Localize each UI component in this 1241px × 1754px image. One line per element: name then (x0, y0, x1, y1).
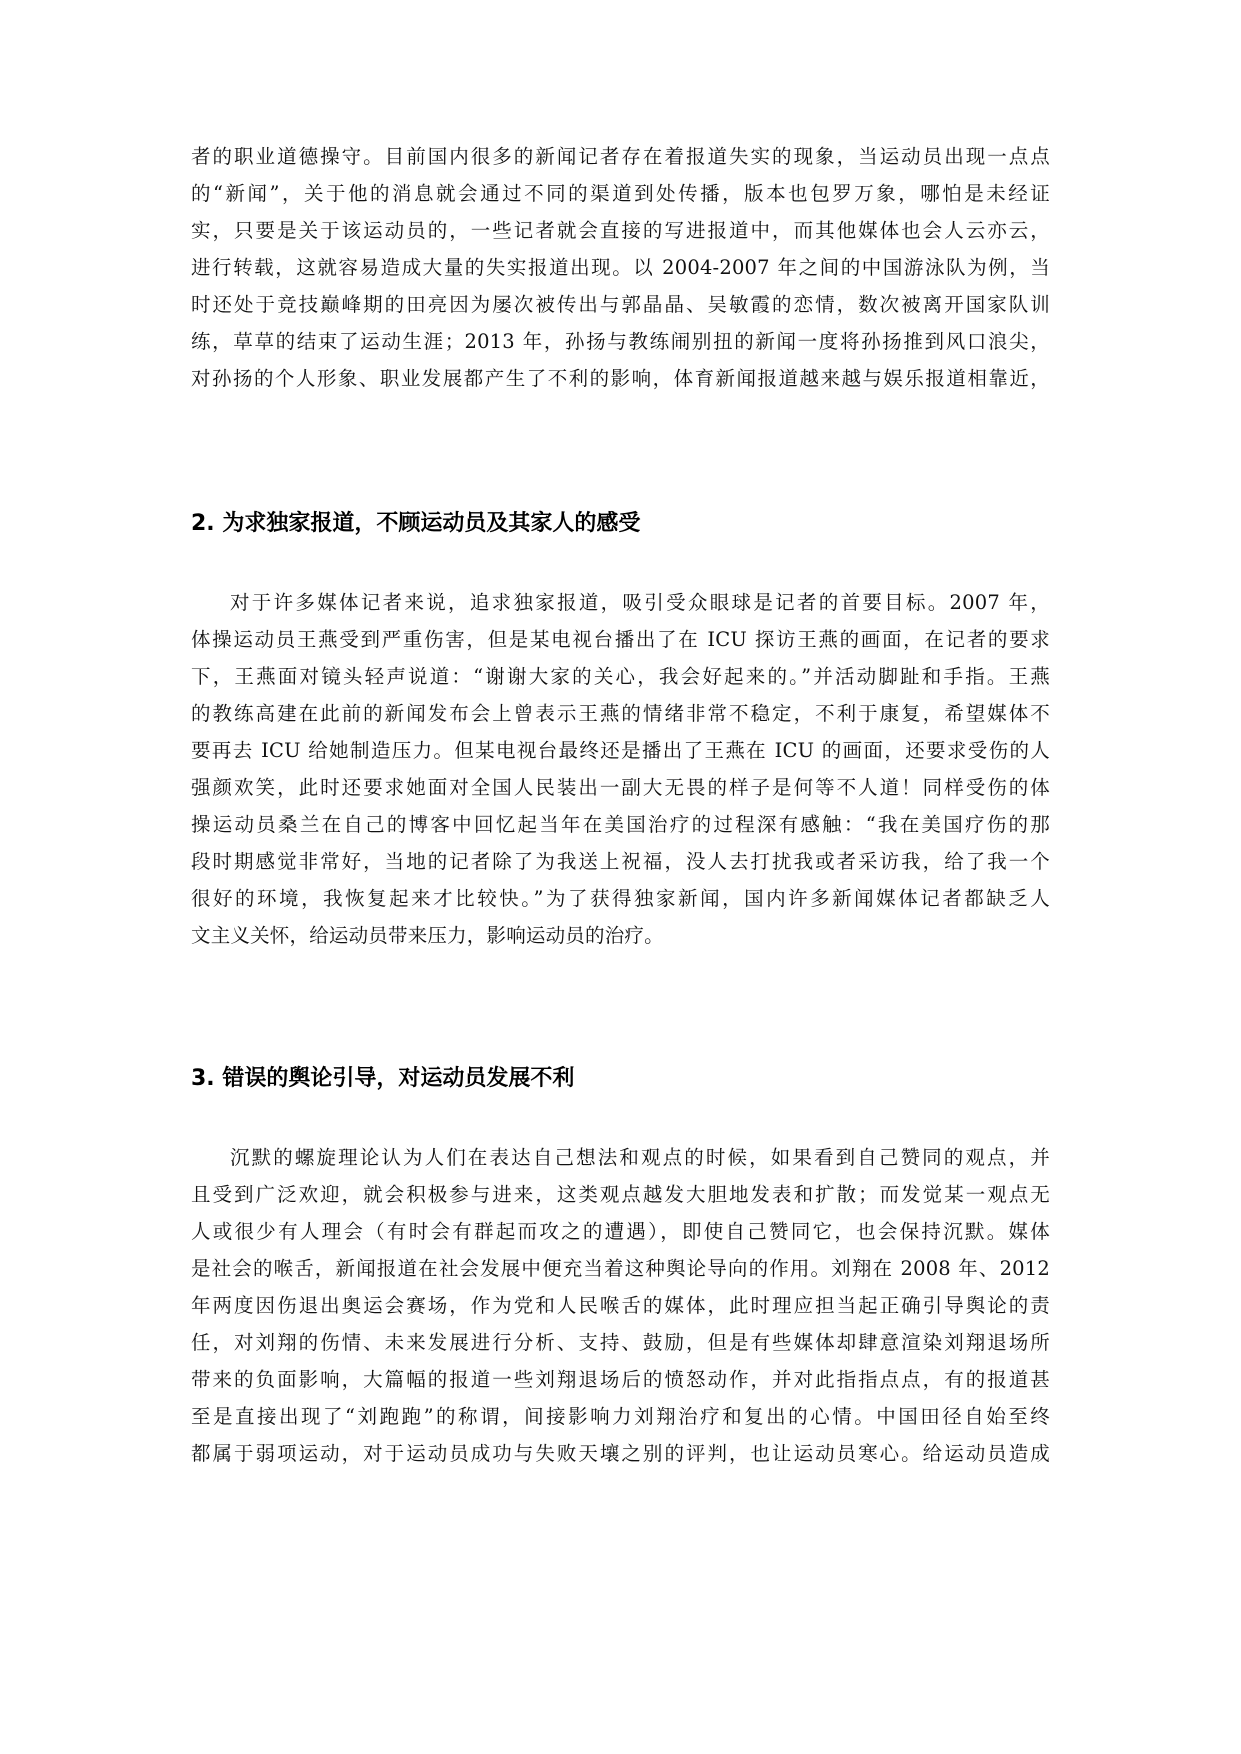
text-line: 文主义关怀，给运动员带来压力，影响运动员的治疗。 (191, 924, 664, 947)
text-line: 的“新闻”，关于他的消息就会通过不同的渠道到处传播，版本也包罗万象，哪怕是未经证 (191, 182, 1050, 205)
text-line: 很好的环境，我恢复起来才比较快。”为了获得独家新闻，国内许多新闻媒体记者都缺乏人 (191, 887, 1050, 910)
text-line: 至是直接出现了“刘跑跑”的称谓，间接影响力刘翔治疗和复出的心情。中国田径自始至终 (191, 1405, 1050, 1428)
text-line: 年两度因伤退出奥运会赛场，作为党和人民喉舌的媒体，此时理应担当起正确引导舆论的责 (191, 1294, 1050, 1317)
section-heading-3: 3. 错误的舆论引导，对运动员发展不利 (191, 1066, 575, 1091)
text-line: 沉默的螺旋理论认为人们在表达自己想法和观点的时候，如果看到自己赞同的观点，并 (230, 1146, 1050, 1169)
text-line: 都属于弱项运动，对于运动员成功与失败天壤之别的评判，也让运动员寒心。给运动员造成 (191, 1442, 1050, 1465)
text-line: 进行转载，这就容易造成大量的失实报道出现。以 2004-2007 年之间的中国游泳队为例，当 (191, 256, 1050, 279)
text-line: 任，对刘翔的伤情、未来发展进行分析、支持、鼓励，但是有些媒体却肆意渲染刘翔退场所 (191, 1331, 1050, 1354)
paragraph-media-misreporting (191, 138, 1050, 397)
text-line: 实，只要是关于该运动员的，一些记者就会直接的写进报道中，而其他媒体也会人云亦云， (191, 219, 1050, 242)
text-line: 段时期感觉非常好，当地的记者除了为我送上祝福，没人去打扰我或者采访我，给了我一个 (191, 850, 1050, 873)
paragraph-public-opinion (191, 1139, 1050, 1472)
section-heading-2: 2. 为求独家报道，不顾运动员及其家人的感受 (191, 511, 641, 536)
text-line: 对孙扬的个人形象、职业发展都产生了不利的影响，体育新闻报道越来越与娱乐报道相靠近， (191, 367, 1050, 390)
text-line: 时还处于竞技巅峰期的田亮因为屡次被传出与郭晶晶、吴敏霞的恋情，数次被离开国家队训 (191, 293, 1050, 316)
text-line: 带来的负面影响，大篇幅的报道一些刘翔退场后的愤怒动作，并对此指指点点，有的报道甚 (191, 1368, 1050, 1391)
text-line: 体操运动员王燕受到严重伤害，但是某电视台播出了在 ICU 探访王燕的画面，在记者的要求 (191, 628, 1050, 651)
text-line: 的教练高建在此前的新闻发布会上曾表示王燕的情绪非常不稳定，不利于康复，希望媒体不 (191, 702, 1050, 725)
text-line: 是社会的喉舌，新闻报道在社会发展中便充当着这种舆论导向的作用。刘翔在 2008 年、2012 (191, 1257, 1050, 1280)
text-line: 操运动员桑兰在自己的博客中回忆起当年在美国治疗的过程深有感触：“我在美国疗伤的那 (191, 813, 1050, 836)
text-line: 且受到广泛欢迎，就会积极参与进来，这类观点越发大胆地发表和扩散；而发觉某一观点无 (191, 1183, 1050, 1206)
text-line: 练，草草的结束了运动生涯；2013 年，孙扬与教练闹别扭的新闻一度将孙扬推到风口浪尖， (191, 330, 1050, 353)
text-line: 者的职业道德操守。目前国内很多的新闻记者存在着报道失实的现象，当运动员出现一点点 (191, 145, 1050, 168)
text-line: 下，王燕面对镜头轻声说道：“谢谢大家的关心，我会好起来的。”并活动脚趾和手指。王燕 (191, 665, 1050, 688)
paragraph-exclusive-reporting (191, 584, 1050, 954)
text-line: 人或很少有人理会（有时会有群起而攻之的遭遇），即使自己赞同它，也会保持沉默。媒体 (191, 1220, 1050, 1243)
text-line: 强颜欢笑，此时还要求她面对全国人民装出一副大无畏的样子是何等不人道！同样受伤的体 (191, 776, 1050, 799)
text-line: 对于许多媒体记者来说，追求独家报道，吸引受众眼球是记者的首要目标。2007 年， (230, 591, 1050, 614)
text-line: 要再去 ICU 给她制造压力。但某电视台最终还是播出了王燕在 ICU 的画面，还要求受伤的人 (191, 739, 1050, 762)
